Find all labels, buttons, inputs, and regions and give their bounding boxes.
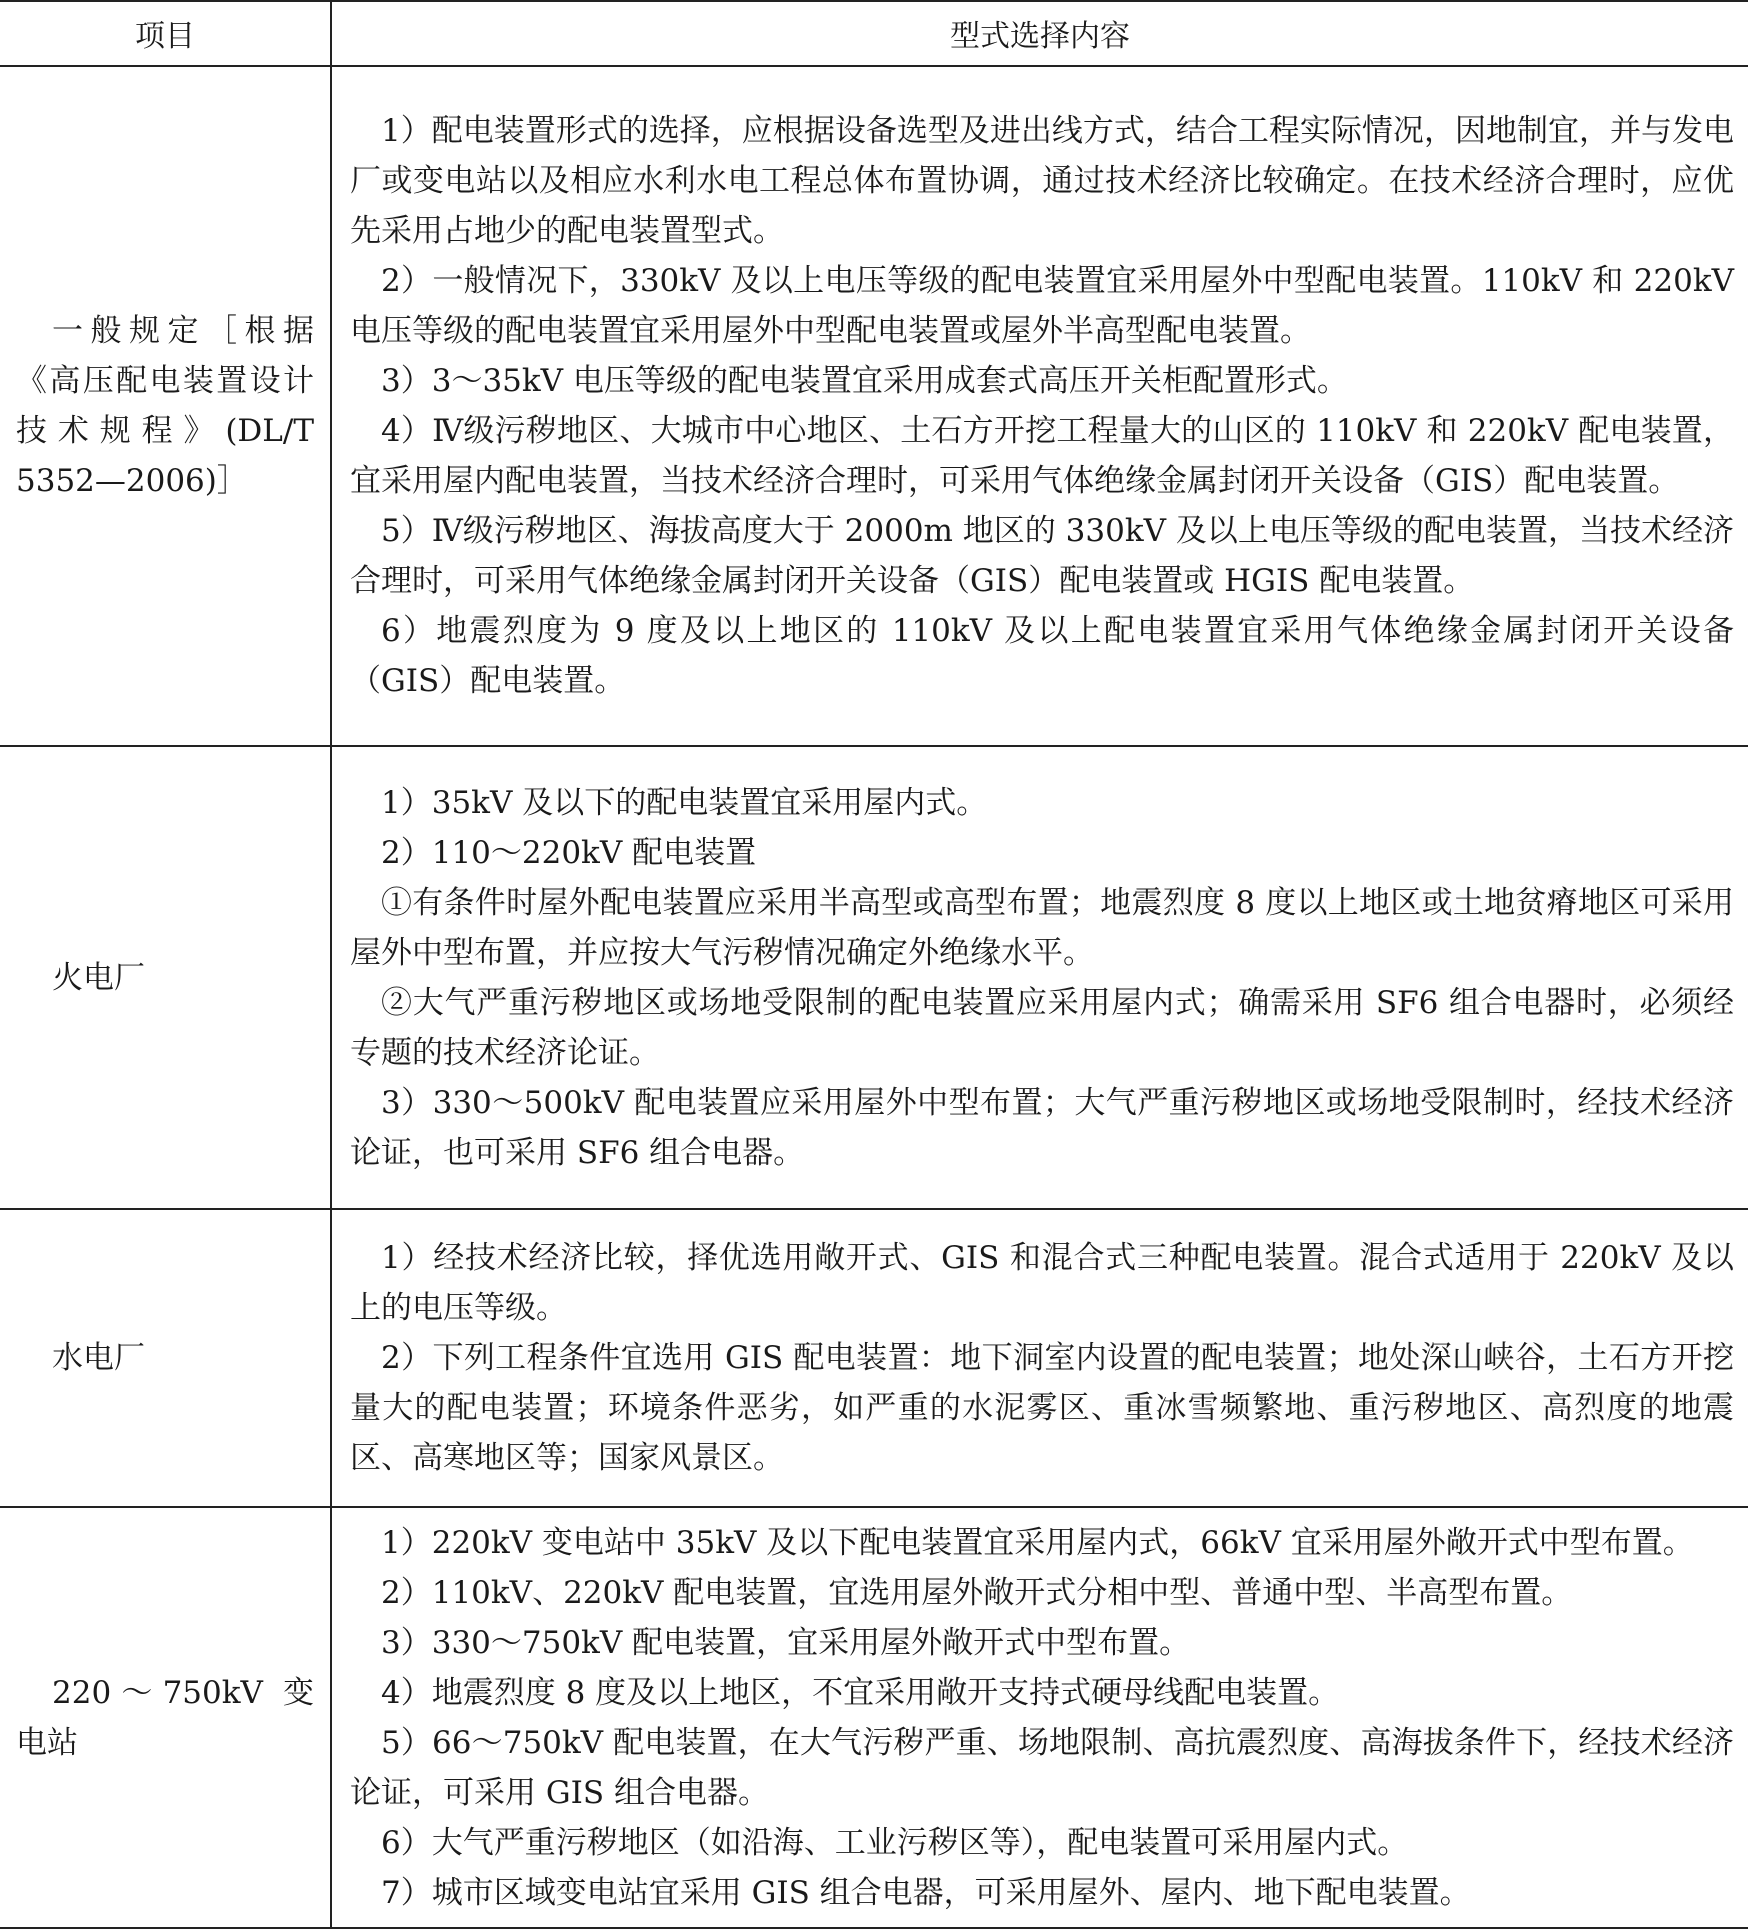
content-paragraph: 2）110kV、220kV 配电装置，宜选用屋外敞开式分相中型、普通中型、半高型布置。 bbox=[381, 1574, 1573, 1611]
content-paragraph: 2）一般情况下，330kV 及以上电压等级的配电装置宜采用屋外中型配电装置。110kV 和 220kV 电压等级的配电装置宜采用屋外中型配电装置或屋外半高型配电装置。 bbox=[350, 263, 1734, 349]
row-label: 一般规定［根据《高压配电装置设计技术规程》(DL/T 5352—2006)］ bbox=[16, 313, 314, 499]
header-item: 项目 bbox=[135, 19, 195, 54]
row-label: 水电厂 bbox=[52, 1340, 145, 1376]
row-label: 220～750kV 变电站 bbox=[16, 1674, 314, 1761]
content-paragraph: 4）地震烈度 8 度及以上地区，不宜采用敞开支持式硬母线配电装置。 bbox=[381, 1674, 1340, 1711]
content-paragraph: 6）地震烈度为 9 度及以上地区的 110kV 及以上配电装置宜采用气体绝缘金属封闭开关设备（GIS）配电装置。 bbox=[350, 613, 1734, 699]
content-paragraph: 5）Ⅳ级污秽地区、海拔高度大于 2000m 地区的 330kV 及以上电压等级的配电装置，当技术经济合理时，可采用气体绝缘金属封闭开关设备（GIS）配电装置或 HGIS 配电装置。 bbox=[350, 513, 1734, 599]
content-paragraph: 1）配电装置形式的选择，应根据设备选型及进出线方式，结合工程实际情况，因地制宜，并与发电厂或变电站以及相应水利水电工程总体布置协调，通过技术经济比较确定。在技术经济合理时，应优先采用占地少的配电装置型式。 bbox=[350, 113, 1734, 249]
row-content-cell bbox=[332, 1210, 1748, 1506]
header-content: 型式选择内容 bbox=[950, 19, 1130, 54]
row-content-cell bbox=[332, 1508, 1748, 1927]
content-paragraph: 6）大气严重污秽地区（如沿海、工业污秽区等），配电装置可采用屋内式。 bbox=[381, 1824, 1409, 1861]
content-paragraph: 4）Ⅳ级污秽地区、大城市中心地区、土石方开挖工程量大的山区的 110kV 和 220kV 配电装置，宜采用屋内配电装置，当技术经济合理时，可采用气体绝缘金属封闭开关设备（GIS）配电装置。 bbox=[350, 413, 1734, 499]
content-paragraph: 1）经技术经济比较，择优选用敞开式、GIS 和混合式三种配电装置。混合式适用于 220kV 及以上的电压等级。 bbox=[350, 1240, 1734, 1326]
content-paragraph: 1）35kV 及以下的配电装置宜采用屋内式。 bbox=[381, 784, 988, 821]
row-label-cell bbox=[0, 1508, 330, 1927]
row-label-cell bbox=[0, 1210, 330, 1506]
content-paragraph: 5）66～750kV 配电装置，在大气污秽严重、场地限制、高抗震烈度、高海拔条件下，经技术经济论证，可采用 GIS 组合电器。 bbox=[350, 1724, 1734, 1811]
row-label: 火电厂 bbox=[52, 959, 145, 996]
content-paragraph: 2）110～220kV 配电装置 bbox=[381, 834, 757, 871]
content-paragraph: ②大气严重污秽地区或场地受限制的配电装置应采用屋内式；确需采用 SF6 组合电器时，必须经专题的技术经济论证。 bbox=[350, 984, 1734, 1071]
content-paragraph: 2）下列工程条件宜选用 GIS 配电装置：地下洞室内设置的配电装置；地处深山峡谷，土石方开挖量大的配电装置；环境条件恶劣，如严重的水泥雾区、重冰雪频繁地、重污秽地区、高烈度的地震区、高寒地区等；国家风景区。 bbox=[350, 1340, 1734, 1476]
row-label-cell bbox=[0, 67, 330, 745]
content-paragraph: 3）330～750kV 配电装置，宜采用屋外敞开式中型布置。 bbox=[381, 1624, 1191, 1661]
content-paragraph: 3）330～500kV 配电装置应采用屋外中型布置；大气严重污秽地区或场地受限制时，经技术经济论证，也可采用 SF6 组合电器。 bbox=[350, 1084, 1734, 1171]
content-paragraph: 1）220kV 变电站中 35kV 及以下配电装置宜采用屋内式，66kV 宜采用屋外敞开式中型布置。 bbox=[381, 1524, 1694, 1561]
content-paragraph: 7）城市区域变电站宜采用 GIS 组合电器，可采用屋外、屋内、地下配电装置。 bbox=[381, 1874, 1471, 1911]
content-paragraph: 3）3～35kV 电压等级的配电装置宜采用成套式高压开关柜配置形式。 bbox=[381, 363, 1348, 399]
row-label-cell bbox=[0, 747, 330, 1208]
content-paragraph: ①有条件时屋外配电装置应采用半高型或高型布置；地震烈度 8 度以上地区或土地贫瘠地区可采用屋外中型布置，并应按大气污秽情况确定外绝缘水平。 bbox=[350, 884, 1734, 971]
row-content-cell bbox=[332, 747, 1748, 1208]
row-content-cell bbox=[332, 67, 1748, 745]
